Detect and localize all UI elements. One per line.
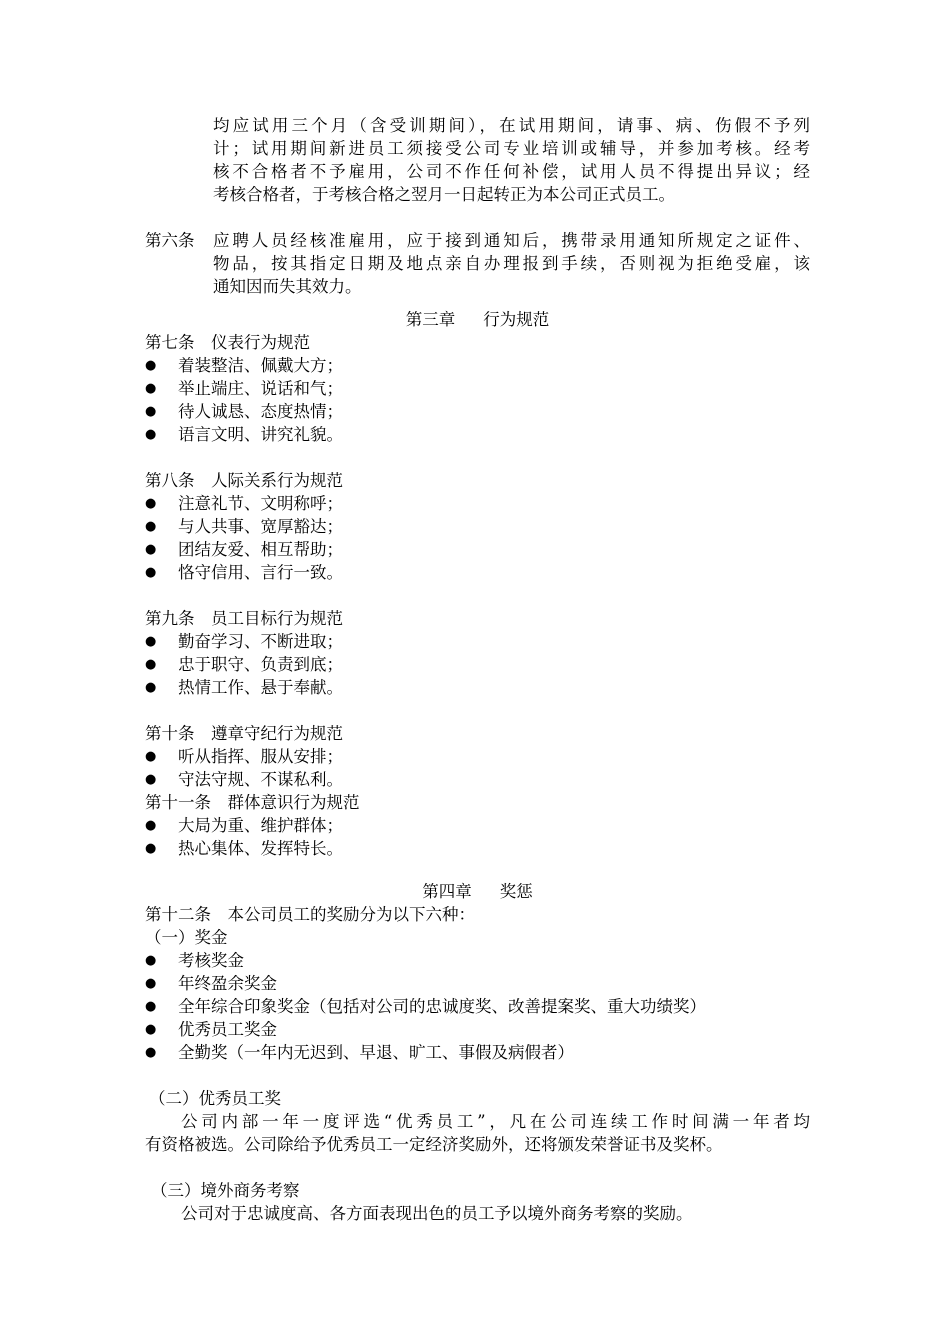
- bullet-icon: ●: [145, 749, 157, 764]
- list-item: [145, 972, 810, 995]
- list-item-text: 全年综合印象奖金（包括对公司的忠诚度奖、改善提案奖、重大功绩奖）: [178, 997, 706, 1016]
- list-item-text: 热情工作、悬于奉献。: [178, 678, 343, 697]
- list-item-text: 大局为重、维护群体；: [178, 816, 343, 835]
- bullet-icon: ●: [145, 634, 157, 649]
- text-line: 公司对于忠诚度高、各方面表现出色的员工予以境外商务考察的奖励。: [181, 1204, 693, 1223]
- article-9: [145, 607, 810, 699]
- article-heading: 第十条 遵章守纪行为规范: [145, 724, 343, 743]
- article-7: [145, 331, 810, 446]
- list-item-text: 举止端庄、说话和气；: [178, 379, 343, 398]
- list-item: [145, 561, 810, 584]
- continuation-paragraph: [145, 114, 810, 206]
- list-item: [145, 995, 810, 1018]
- bullet-icon: ●: [145, 404, 157, 419]
- text-line: 公司内部一年一度评选“优秀员工”，凡在公司连续工作时间满一年者均: [181, 1112, 810, 1131]
- bullet-icon: ●: [145, 818, 157, 833]
- chapter-heading: [145, 308, 810, 331]
- article-heading: 第八条 人际关系行为规范: [145, 471, 343, 490]
- list-item-text: 着装整洁、佩戴大方；: [178, 356, 343, 375]
- chapter-number: 第四章: [422, 882, 472, 901]
- bullet-icon: ●: [145, 976, 157, 991]
- bullet-icon: ●: [145, 953, 157, 968]
- list-item: [145, 676, 810, 699]
- bullet-icon: ●: [145, 519, 157, 534]
- bullet-icon: ●: [145, 427, 157, 442]
- list-item: [145, 1018, 810, 1041]
- list-item-text: 语言文明、讲究礼貌。: [178, 425, 343, 444]
- section-heading: （二）优秀员工奖: [149, 1089, 281, 1108]
- list-item: [145, 837, 810, 860]
- list-item: [145, 538, 810, 561]
- list-item-text: 全勤奖（一年内无迟到、早退、旷工、事假及病假者）: [178, 1043, 574, 1062]
- text-line: 物品，按其指定日期及地点亲自办理报到手续，否则视为拒绝受雇，该: [213, 254, 810, 273]
- text-line: 有资格被选。公司除给予优秀员工一定经济奖励外，还将颁发荣誉证书及奖杯。: [145, 1135, 723, 1154]
- article-11: [145, 791, 810, 860]
- list-item-text: 注意礼节、文明称呼；: [178, 494, 343, 513]
- bullet-icon: ●: [145, 999, 157, 1014]
- text-line: 计；试用期间新进员工须接受公司专业培训或辅导，并参加考核。经考: [213, 139, 810, 158]
- list-item-text: 待人诚恳、态度热情；: [178, 402, 343, 421]
- section-heading: （一）奖金: [145, 928, 228, 947]
- chapter-number: 第三章: [405, 310, 456, 329]
- list-item-text: 团结友爱、相互帮助；: [178, 540, 343, 559]
- article-heading: 第十二条 本公司员工的奖励分为以下六种：: [145, 905, 475, 924]
- text-line: 考核合格者，于考核合格之翌月一日起转正为本公司正式员工。: [213, 185, 675, 204]
- article-heading: 第十一条 群体意识行为规范: [145, 793, 360, 812]
- list-item: [145, 377, 810, 400]
- bullet-icon: ●: [145, 1045, 157, 1060]
- bullet-icon: ●: [145, 680, 157, 695]
- list-item: [145, 354, 810, 377]
- list-item-text: 恪守信用、言行一致。: [178, 563, 343, 582]
- bullet-icon: ●: [145, 381, 157, 396]
- bullet-icon: ●: [145, 542, 157, 557]
- list-item-text: 年终盈余奖金: [178, 974, 277, 993]
- article-12: [145, 903, 810, 1225]
- list-item: [145, 949, 810, 972]
- document-page: [145, 114, 810, 1225]
- list-item: [145, 492, 810, 515]
- list-item-text: 忠于职守、负责到底；: [178, 655, 343, 674]
- list-item: [145, 653, 810, 676]
- bullet-icon: ●: [145, 565, 157, 580]
- article-10: [145, 722, 810, 791]
- list-item-text: 优秀员工奖金: [178, 1020, 277, 1039]
- chapter-heading: [145, 880, 810, 903]
- list-item-text: 守法守规、不谋私利。: [178, 770, 343, 789]
- list-item: [145, 768, 810, 791]
- chapter-title: 奖惩: [499, 882, 533, 901]
- list-item: [145, 423, 810, 446]
- chapter-title: 行为规范: [483, 310, 550, 329]
- list-item: [145, 400, 810, 423]
- bullet-icon: ●: [145, 841, 157, 856]
- list-item-text: 考核奖金: [178, 951, 244, 970]
- list-item: [145, 1041, 810, 1064]
- bullet-icon: ●: [145, 358, 157, 373]
- bullet-icon: ●: [145, 772, 157, 787]
- text-line: 通知因而失其效力。: [213, 277, 362, 296]
- bullet-icon: ●: [145, 496, 157, 511]
- bullet-icon: ●: [145, 657, 157, 672]
- section-heading: （三）境外商务考察: [151, 1181, 300, 1200]
- text-line: 应聘人员经核准雇用，应于接到通知后，携带录用通知所规定之证件、: [213, 231, 810, 250]
- list-item: [145, 814, 810, 837]
- list-item-text: 勤奋学习、不断进取；: [178, 632, 343, 651]
- list-item-text: 与人共事、宽厚豁达；: [178, 517, 343, 536]
- text-line: 核不合格者不予雇用，公司不作任何补偿，试用人员不得提出异议；经: [213, 162, 810, 181]
- article-6: [145, 229, 810, 298]
- article-heading: 第七条 仪表行为规范: [145, 333, 310, 352]
- list-item: [145, 745, 810, 768]
- bullet-icon: ●: [145, 1022, 157, 1037]
- article-heading: 第九条 员工目标行为规范: [145, 609, 343, 628]
- article-label: 第六条: [145, 231, 195, 250]
- list-item: [145, 630, 810, 653]
- list-item-text: 热心集体、发挥特长。: [178, 839, 343, 858]
- text-line: 均应试用三个月（含受训期间），在试用期间，请事、病、伤假不予列: [213, 116, 810, 135]
- list-item: [145, 515, 810, 538]
- article-8: [145, 469, 810, 584]
- list-item-text: 听从指挥、服从安排；: [178, 747, 343, 766]
